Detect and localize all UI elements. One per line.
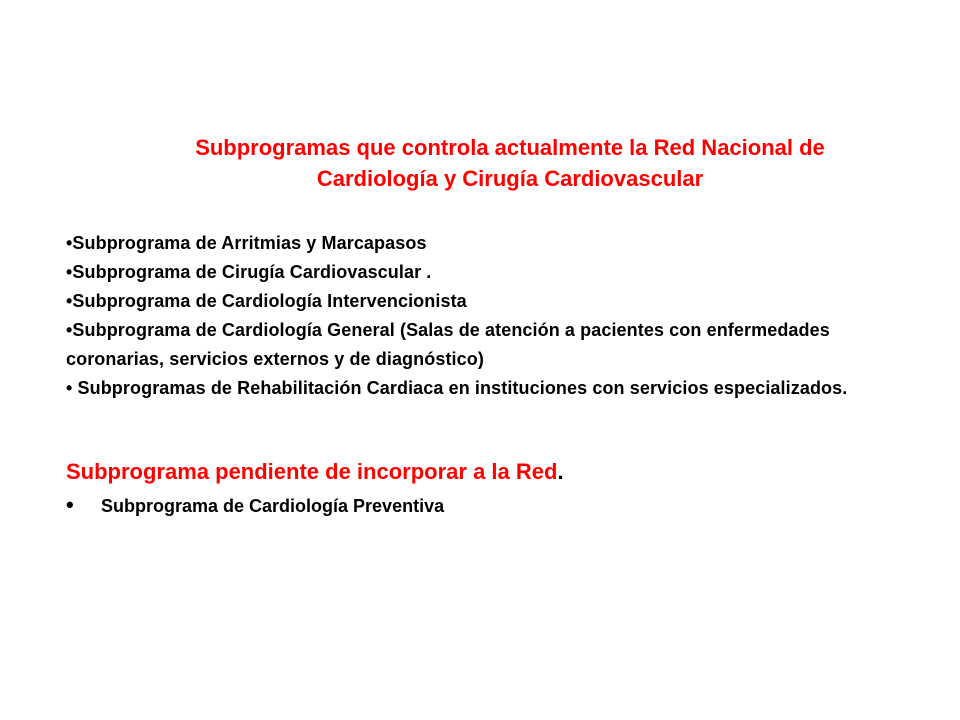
pending-heading — [66, 457, 564, 487]
slide-title-line-1: Subprogramas que controla actualmente la Red Nacional de — [195, 135, 825, 160]
list-item — [66, 258, 926, 287]
pending-heading-period: . — [557, 459, 564, 484]
list-item — [66, 316, 926, 374]
list-item — [66, 287, 926, 316]
bullet-icon: • — [66, 233, 73, 253]
slide-title-line-2: Cardiología y Cirugía Cardiovascular — [316, 166, 704, 191]
pending-list-item — [66, 490, 444, 521]
pending-heading-text: Subprograma pendiente de incorporar a la Red — [66, 459, 558, 484]
bullet-icon: • — [66, 492, 74, 517]
list-item — [66, 374, 926, 403]
current-subprograms-list — [66, 229, 926, 403]
list-item-text: Subprograma de Cardiología Intervencionista — [72, 291, 467, 311]
list-item-text: Subprograma de Cirugía Cardiovascular . — [72, 262, 432, 282]
list-item-text: Subprograma de Arritmias y Marcapasos — [72, 233, 427, 253]
list-item-text: Subprograma de Cardiología General (Salas de atención a pacientes con enfermedades coronarias, servicios externos y de diagnóstico) — [66, 320, 830, 369]
bullet-icon: • — [66, 378, 73, 398]
bullet-icon: • — [66, 320, 73, 340]
list-item — [66, 229, 926, 258]
slide-title — [100, 132, 920, 194]
bullet-icon: • — [66, 262, 73, 282]
bullet-icon: • — [66, 291, 73, 311]
list-item-text: Subprogramas de Rehabilitación Cardiaca en instituciones con servicios especializados. — [72, 378, 848, 398]
pending-list-item-text: Subprograma de Cardiología Preventiva — [101, 496, 445, 516]
